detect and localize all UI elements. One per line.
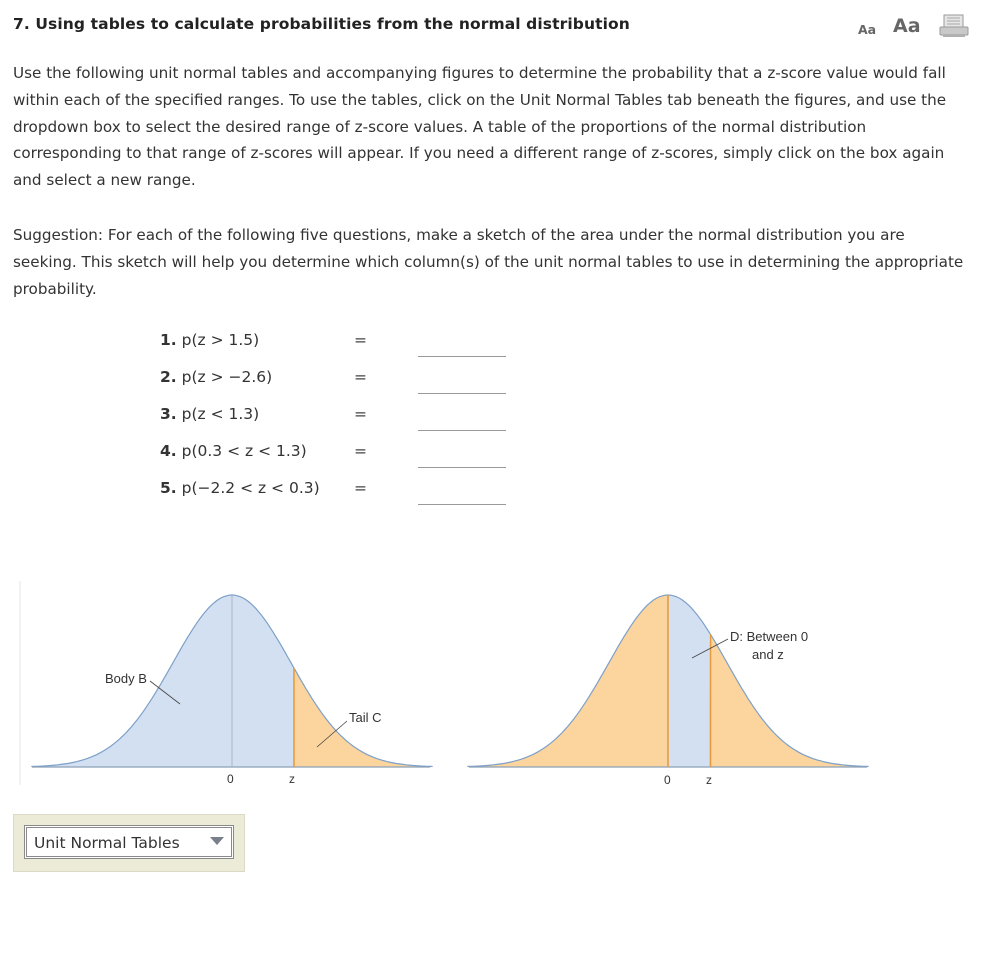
normal-distribution-figures: [0, 575, 988, 795]
suggestion-paragraph: Suggestion: For each of the following five questions, make a sketch of the area under the normal distribution you are seeking. This sketch will help you determine which column(s) of the unit normal tables to use in determining the appropriate probability.: [13, 226, 964, 298]
question-expression: p(−2.2 < z < 0.3): [181, 479, 320, 497]
question-row-5: [160, 479, 520, 507]
tail-c-label: Tail C: [349, 710, 382, 725]
answer-input-1[interactable]: [418, 327, 506, 357]
question-header: [13, 14, 973, 42]
question-number: 2.: [160, 368, 177, 386]
instructions-paragraph: Use the following unit normal tables and accompanying figures to determine the probability that a z-score value would fall within each of the specified ranges. To use the tables, click on the Unit Normal Tables tab beneath the figures, and use the dropdown box to select the desired range of z-score values. A table of the proportions of the normal distribution corresponding to that range of z-scores will appear. If you need a different range of z-scores, simply click on the box again and select a new range.: [13, 64, 947, 190]
question-number: 4.: [160, 442, 177, 460]
question-number: 3.: [160, 405, 177, 423]
print-icon[interactable]: [939, 14, 969, 38]
left-zero-label: 0: [227, 772, 234, 786]
equals-sign: =: [354, 368, 367, 386]
d-label-line2: and z: [752, 647, 784, 662]
body-b-label: Body B: [105, 671, 147, 686]
equals-sign: =: [354, 442, 367, 460]
equals-sign: =: [354, 479, 367, 497]
d-label-line1: D: Between 0: [730, 629, 809, 644]
question-number: 5.: [160, 479, 177, 497]
equals-sign: =: [354, 331, 367, 349]
question-row-1: [160, 331, 520, 359]
right-z-label: z: [706, 773, 712, 787]
equals-sign: =: [354, 405, 367, 423]
question-expression: p(z > 1.5): [181, 331, 260, 349]
unit-normal-tables-dropdown[interactable]: [24, 825, 234, 859]
question-row-3: [160, 405, 520, 433]
d-between-area: [668, 595, 711, 767]
dropdown-arrow-icon: [210, 837, 224, 845]
question-expression: p(z < 1.3): [181, 405, 260, 423]
font-increase-button[interactable]: Aa: [893, 15, 921, 37]
question-row-2: [160, 368, 520, 396]
answer-input-4[interactable]: [418, 438, 506, 468]
dropdown-selected-label: Unit Normal Tables: [34, 834, 180, 852]
left-normal-figure: [20, 581, 433, 786]
unit-normal-tables-tab: [13, 814, 245, 872]
answer-input-2[interactable]: [418, 364, 506, 394]
question-number: 1.: [160, 331, 177, 349]
question-expression: p(0.3 < z < 1.3): [181, 442, 307, 460]
question-title: 7. Using tables to calculate probabilities from the normal distribution: [13, 15, 630, 33]
question-expression: p(z > −2.6): [181, 368, 273, 386]
answer-input-5[interactable]: [418, 475, 506, 505]
question-row-4: [160, 442, 520, 470]
left-z-label: z: [289, 772, 295, 786]
font-decrease-button[interactable]: Aa: [858, 22, 877, 37]
left-orange-area: [467, 595, 668, 767]
right-zero-label: 0: [664, 773, 671, 787]
answer-input-3[interactable]: [418, 401, 506, 431]
right-normal-figure: [467, 595, 868, 787]
